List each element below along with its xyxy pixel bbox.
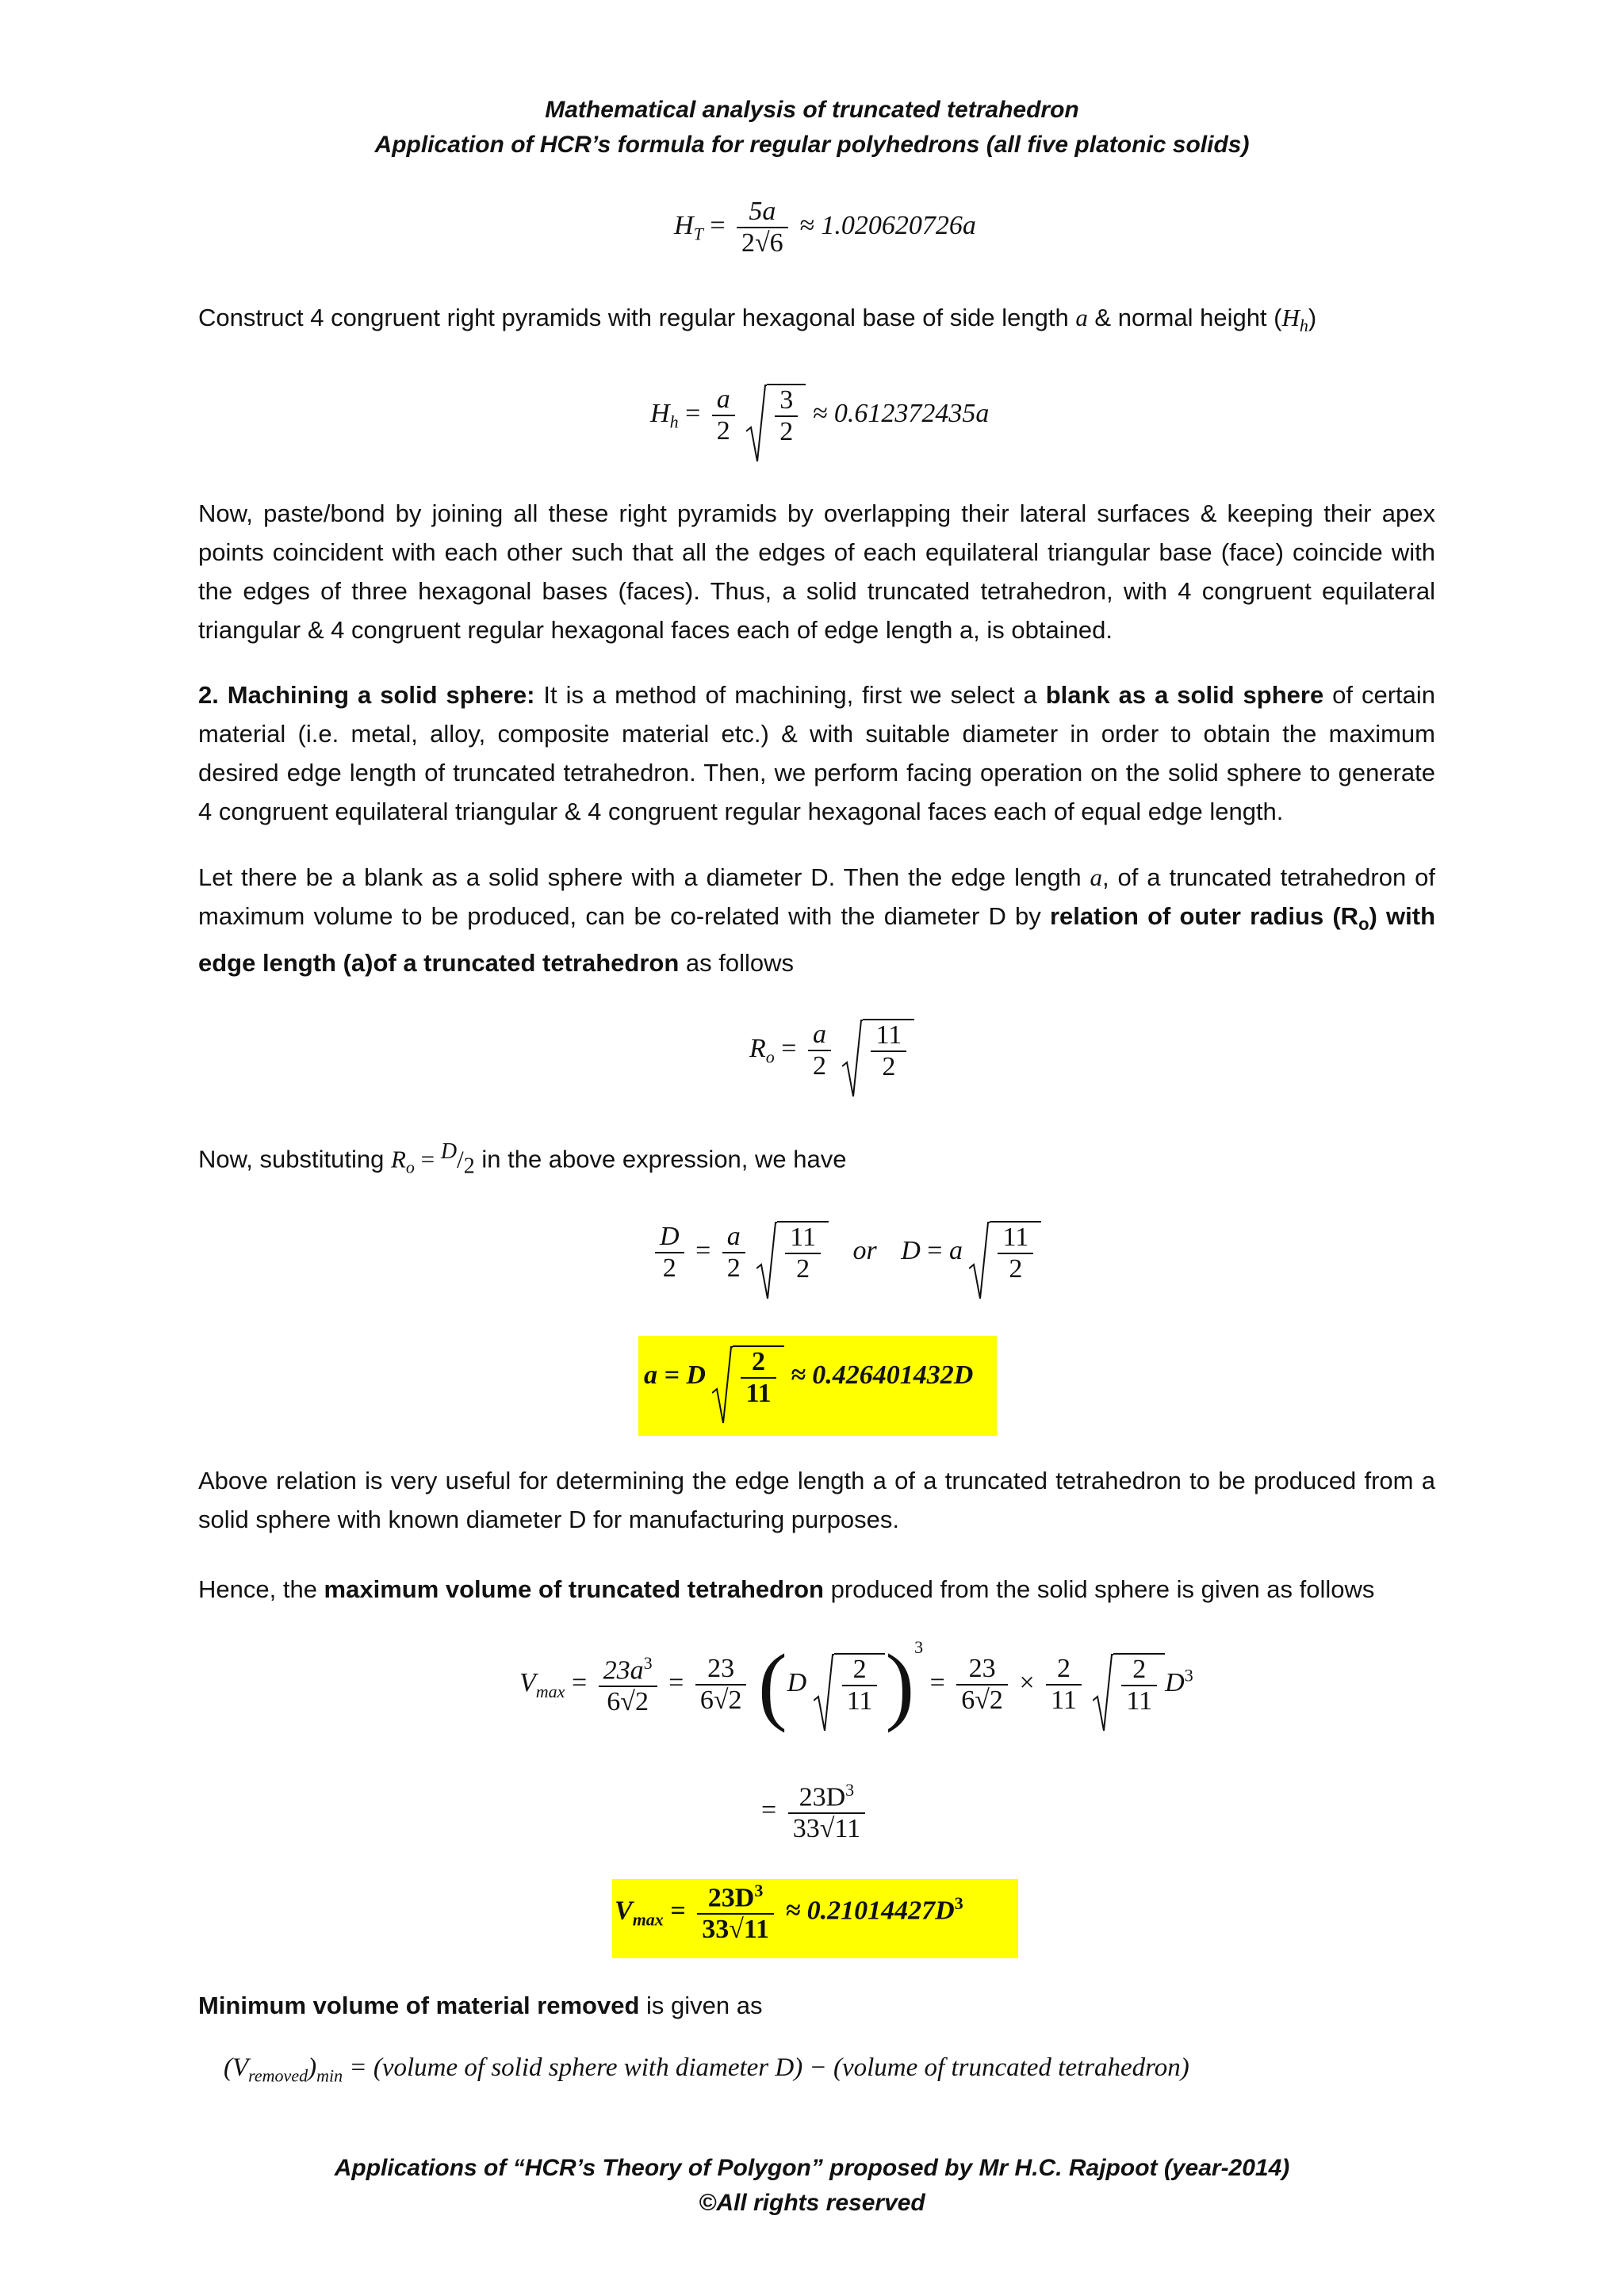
fraction-numerator: 23 — [956, 1654, 1008, 1686]
superscript: 3 — [643, 1652, 653, 1673]
equation-ht: $H_T$ = $\frac{5a}{2√6}$ ≈ 1.020620726a — [674, 197, 976, 258]
text-span: Let there be a blank as a solid sphere with a diameter D. Then the edge length — [198, 863, 1090, 891]
fraction-denominator: 2 — [796, 1254, 810, 1284]
fraction — [737, 197, 788, 258]
times-sign: × — [1019, 1668, 1035, 1697]
fraction — [775, 385, 798, 447]
square-root — [1093, 1653, 1165, 1716]
eq-symbol: (V — [224, 2053, 249, 2082]
text-span: produced from the solid sphere is given as follows — [824, 1575, 1375, 1603]
fraction-numerator: 2 — [741, 1347, 776, 1379]
fraction — [871, 1020, 906, 1082]
superscript: 3 — [1184, 1665, 1193, 1686]
eq-subscript: o — [765, 1047, 775, 1067]
subscript: o — [1358, 914, 1369, 935]
square-root — [712, 1345, 783, 1409]
bold-text: 2. Machining a solid sphere: — [198, 681, 535, 709]
fraction-numerator: 3 — [775, 385, 798, 417]
bold-text: Minimum volume of material removed — [198, 1992, 640, 2019]
radical-sign-icon — [1093, 1653, 1113, 1732]
fraction-denominator: 6√2 — [607, 1686, 649, 1716]
fraction-denominator: 11 — [846, 1686, 873, 1716]
fraction — [599, 1653, 657, 1717]
radical-sign-icon — [969, 1221, 990, 1300]
equation-a-highlighted — [644, 1345, 973, 1409]
equation-vmax-highlighted: $V_{max}$ = $\frac{23D^3}{33√11}$ ≈ $0.21014427D^3$ — [615, 1881, 963, 1945]
bold-text: maximum volume of truncated tetrahedron — [324, 1575, 824, 1603]
text-span: / — [457, 1145, 464, 1173]
equation-ro: $R_o$ = $\frac{a}{2}$ $\frac{11}{2}$ — [749, 1019, 914, 1082]
header-title: Mathematical analysis of truncated tetrahedron — [545, 97, 1079, 123]
fraction — [741, 1347, 776, 1409]
text-span: Construct 4 congruent right pyramids with regular hexagonal base of side length — [198, 304, 1076, 331]
fraction-numerator: a — [712, 385, 735, 416]
eq-symbol: ) — [308, 2053, 317, 2082]
equation-removed — [224, 2053, 1189, 2087]
fraction-numerator: 11 — [785, 1223, 821, 1254]
variable: H — [1281, 304, 1300, 331]
fraction — [788, 1780, 865, 1844]
fraction — [998, 1223, 1033, 1284]
or-word: or — [852, 1235, 877, 1265]
radical-sign-icon — [712, 1345, 733, 1425]
fraction-denominator: 2 — [716, 416, 730, 446]
eq-symbol: V — [615, 1896, 633, 1926]
fraction — [808, 1020, 831, 1081]
eq-symbol: a = D — [644, 1360, 706, 1390]
approx-value: ≈ 0.426401432D — [791, 1360, 974, 1390]
paragraph-useful: Above relation is very useful for determining the edge length a of a truncated tetrahedron to be produced from a solid sphere with known diameter D for manufacturing purposes. — [198, 1467, 1435, 1533]
fraction-denominator: 33√11 — [792, 1814, 861, 1844]
approx-value: ≈ 1.020620726a — [799, 210, 976, 240]
subscript: o — [405, 1157, 415, 1177]
superscript: D — [440, 1139, 458, 1164]
square-root — [969, 1221, 1041, 1284]
fraction-denominator: 2 — [812, 1051, 826, 1081]
fraction-denominator: 2√6 — [741, 228, 783, 258]
text-span: & normal height ( — [1087, 304, 1282, 331]
fraction-denominator: 2 — [1009, 1254, 1023, 1284]
superscript: 3 — [954, 1893, 963, 1914]
eq-symbol: R — [749, 1033, 766, 1063]
fraction-denominator: 11 — [745, 1379, 772, 1408]
approx-value: ≈ 0.612372435a — [812, 398, 990, 428]
square-root — [746, 384, 806, 447]
text-span: of certain material (i.e. metal, alloy, composite material etc.) & with suitable diameter in order to obtain the maximum desired edge length of truncated tetrahedron. Then, we perform facing operation on the solid sphere to generate 4 congruent equilateral triangular & 4 congruent regular hexagonal faces each of equal edge length. — [198, 681, 1436, 825]
fraction — [956, 1654, 1008, 1716]
text-span: as follows — [679, 949, 795, 978]
fraction — [695, 1654, 747, 1716]
fraction-numerator: 2 — [1046, 1654, 1082, 1686]
text-span: ) — [1308, 304, 1317, 331]
paragraph-paste: Now, paste/bond by joining all these right pyramids by overlapping their lateral surfaces & keeping their apex points coincident with each other such that all the edges of each equilateral triangular base (face) coincide with the edges of three hexagonal bases (faces). Thus, a solid truncated tetrahedron, with 4 congruent equilateral triangular & 4 congruent regular hexagonal faces each of edge length a, is obtained. — [198, 499, 1435, 644]
fraction — [697, 1881, 774, 1945]
superscript: 3 — [845, 1780, 855, 1800]
paragraph-blank — [198, 858, 1435, 982]
text-span: Now, substituting — [198, 1145, 391, 1173]
bold-text: ) with edge length (a)of a truncated tetrahedron — [198, 902, 1436, 978]
fraction-numerator: 11 — [871, 1020, 906, 1052]
radical-sign-icon — [746, 384, 767, 463]
eq-rhs: = (volume of solid sphere with diameter D) − (volume of truncated tetrahedron) — [343, 2053, 1189, 2082]
equation-vmax-expanded: $V_{max}$ = $\frac{23a^3}{6√2}$ = $\frac{23}{6√2}$ (D $\frac{2}{11}$ )$^3$ = $\frac{23}{6√2}$ × $\frac{2}{11}$ $\frac{2}{11}$ $D^3$ — [519, 1636, 1193, 1734]
fraction-denominator: 2 — [662, 1253, 676, 1283]
paragraph-minimum — [198, 1986, 1435, 2025]
bold-text: blank as a solid sphere — [1045, 681, 1324, 709]
text-span: , of a truncated tetrahedron of maximum volume to be produced, can be co-related with the diameter D by — [198, 863, 1435, 930]
text-span: = — [414, 1145, 441, 1173]
eq-subscript: removed — [248, 2065, 308, 2086]
fraction-numerator: D — [655, 1222, 684, 1253]
eq-symbol: a — [948, 1235, 963, 1265]
fraction-numerator: 23D — [707, 1883, 755, 1913]
fraction-numerator: 2 — [842, 1655, 878, 1686]
paragraph-hence — [198, 1570, 1435, 1609]
fraction — [842, 1655, 878, 1716]
eq-symbol: V — [519, 1668, 536, 1697]
variable: R — [390, 1145, 406, 1173]
fraction-numerator: 2 — [1121, 1655, 1157, 1686]
fraction — [722, 1222, 745, 1284]
eq-subscript: max — [632, 1909, 664, 1930]
text-span: Hence, the — [198, 1575, 324, 1603]
fraction-denominator: 2 — [882, 1052, 896, 1081]
paragraph-construct — [198, 298, 1435, 345]
fraction-denominator: 2 — [726, 1253, 741, 1283]
fraction-denominator: 6√2 — [699, 1686, 742, 1716]
square-root — [842, 1019, 914, 1082]
text-span: It is a method of machining, first we select a — [534, 681, 1046, 709]
fraction-numerator: 11 — [998, 1223, 1033, 1254]
footer-credit: Applications of “HCR’s Theory of Polygon” proposed by Mr H.C. Rajpoot (year-2014) — [334, 2155, 1290, 2181]
superscript: 3 — [914, 1637, 924, 1657]
fraction-denominator: 33√11 — [702, 1915, 769, 1945]
equation-vmax-simplified: = $\frac{23D^3}{33√11}$ — [761, 1780, 870, 1844]
eq-symbol: D — [901, 1235, 921, 1265]
radical-sign-icon — [814, 1653, 834, 1732]
header-subtitle: Application of HCR’s formula for regular polyhedrons (all five platonic solids) — [374, 132, 1250, 158]
footer-rights: ©All rights reserved — [699, 2190, 925, 2216]
equation-hh: $H_h$ = $\frac{a}{2}$ $\frac{3}{2}$ ≈ 0.612372435a — [650, 384, 989, 447]
eq-symbol: D — [787, 1668, 807, 1697]
variable: a — [1075, 304, 1088, 331]
fraction — [712, 385, 735, 446]
fraction-denominator: 2 — [779, 417, 794, 446]
fraction-numerator: 23 — [695, 1654, 747, 1686]
subscript: h — [1299, 316, 1308, 336]
fraction — [1121, 1655, 1157, 1716]
paragraph-machining — [198, 675, 1435, 831]
radical-sign-icon — [842, 1019, 863, 1098]
fraction-numerator: 23a — [603, 1655, 644, 1685]
fraction-numerator: a — [722, 1222, 745, 1253]
square-root — [756, 1221, 829, 1284]
eq-symbol: D — [1165, 1668, 1185, 1697]
fraction-numerator: 5a — [737, 197, 788, 228]
eq-subscript: T — [693, 224, 703, 244]
superscript: 3 — [754, 1881, 764, 1900]
fraction-denominator: 11 — [1051, 1686, 1077, 1716]
paragraph-substituting — [198, 1132, 1435, 1187]
eq-subscript: max — [535, 1681, 565, 1701]
approx-value: ≈ 0.21014427D — [785, 1896, 955, 1926]
bold-text: relation of outer radius (R — [1049, 902, 1359, 930]
text-span: is given as — [639, 1992, 763, 2019]
fraction-numerator: a — [808, 1020, 831, 1051]
subscript: 2 — [463, 1154, 475, 1179]
eq-symbol: H — [674, 210, 694, 240]
fraction — [785, 1223, 821, 1284]
fraction-numerator: 23D — [799, 1782, 846, 1812]
eq-subscript: min — [316, 2065, 343, 2086]
radical-sign-icon — [756, 1221, 777, 1300]
eq-subscript: h — [669, 411, 679, 432]
eq-symbol: H — [650, 398, 670, 428]
square-root — [814, 1653, 886, 1716]
fraction-denominator: 11 — [1126, 1686, 1153, 1716]
text-span: in the above expression, we have — [474, 1145, 847, 1173]
fraction-denominator: 6√2 — [961, 1686, 1003, 1716]
fraction — [1046, 1654, 1082, 1716]
variable: a — [1090, 863, 1102, 891]
equation-d: $\frac{D}{2}$ = $\frac{a}{2}$ $\frac{11}{2}$ or D = a $\frac{11}{2}$ — [650, 1221, 1041, 1284]
fraction — [655, 1222, 684, 1284]
